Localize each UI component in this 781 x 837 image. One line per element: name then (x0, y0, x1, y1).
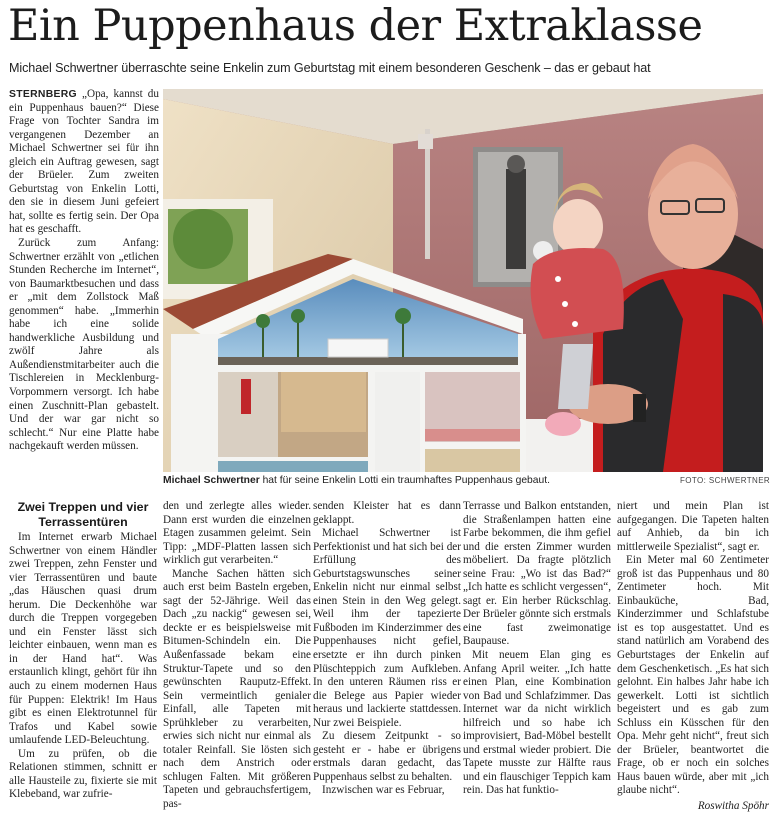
body-column-4 (463, 500, 611, 798)
paragraph: Um zu prüfen, ob die Relationen stimmen, schnitt er alle Hausteile zu, fixierte sie mit Klebeband, war zufrie- (9, 747, 157, 801)
photo-credit: FOTO: SCHWERTNER (680, 476, 771, 485)
paragraph: Im Internet erwarb Michael Schwertner von einem Händler zwei Treppen, zehn Fenster und vier Terrassentüren und baute „das Häuschen quasi drum herum. Die Deckenhöhe war durch die Treppen vorgegeben und ein Fenster lässt sich leichter einbauen, wenn man es in der Hand hat“. Was erstaunlich klingt, gehört für ihn auch zu einem modernen Haus für Puppen: Elektrik! Im Haus gibt es einen Elektrotunnel für Trafos und Kabel sowie umlaufende LED-Beleuchtung. (9, 531, 157, 747)
paragraph: senden Kleister hat es dann geklappt. (313, 500, 461, 526)
caption-name: Michael Schwertner (163, 475, 260, 486)
intro-paragraph-1: STERNBERG „Opa, kannst du ein Puppenhaus bauen?“ Diese Frage von Tochter Sandra im vergangenen Dezember an Michael Schwertner sei für ihn gleich ein Auftrag gewesen, sagt der Brüeler. Zum zweiten Geburtstag von Enkelin Lotti, den sie in diesem Juni gefeiert hat, sollte es fertig sein. Der Opa hat es geschafft. (9, 88, 159, 236)
paragraph: Michael Schwertner ist Perfektionist und hat sich bei der Erfüllung des Geburtstagswunsches seiner Enkelin nicht nur einmal selbst einen Stein in den Weg gelegt. Weil ihm der tapezierte Fußboden im Kinderzimmer des Puppenhauses nicht gefiel, ersetzte er ihn durch pinken Plüschteppich zum Aufkleben. In den unteren Räumen riss er die Belege aus Papier wieder heraus und lackierte stattdessen. Nur zwei Beispiele. (313, 527, 461, 729)
body-column-1 (9, 531, 157, 802)
photo-dollhouse-grandfather (163, 89, 763, 472)
headline: Ein Puppenhaus der Extraklasse (8, 1, 703, 51)
paragraph: Mit neuem Elan ging es Anfang April weiter. „Ich hatte einen Plan, eine Kombination von Bad und Schlafzimmer. Das Internet war da nicht wirklich hilfreich und so habe ich improvisiert, Bad-Möbel bestellt und erstmal wieder probiert. Die Tapete musste zur Hälfte raus und ein flauschiger Teppich kam rein. Das hat funktio- (463, 649, 611, 797)
body-column-5 (617, 500, 769, 814)
intro-paragraph-2: Zurück zum Anfang: Schwertner erzählt von „etlichen Stunden Recherche im Internet“, von Baumarktbesuchen und dass er „mit dem Zollstock Maß genommen“ habe. „Immerhin habe ich eine solide handwerkliche Ausbildung und zwölf Jahre als Außendienstmitarbeiter auch die Tischlereien in Mecklenburg-Vorpommern versorgt. Ich habe einen Zuschnitt-Plan gebastelt. Und der war gar nicht so schlecht.“ Nur eine Platte habe nachgekauft werden müssen. (9, 237, 159, 453)
body-column-2 (163, 500, 311, 812)
paragraph: Terrasse und Balkon entstanden, die Straßenlampen hatten eine Farbe bekommen, die ihm gefiel und die ersten Zimmer wurden möbeliert. Da fragte plötzlich seine Frau: „Wo ist das Bad?“ „Ich hatte es schlicht vergessen“, sagt er. Ein herber Rückschlag. Der Brüeler gönnte sich erstmals eine fast zweimonatige Baupause. (463, 500, 611, 648)
paragraph: niert und mein Plan ist aufgegangen. Die Tapeten halten auf Anhieb, da bin ich mittlerweile Spezialist“, sagt er. (617, 500, 769, 553)
photo-caption (163, 474, 603, 488)
paragraph: Ein Meter mal 60 Zentimeter groß ist das Puppenhaus und 80 Zentimeter hoch. Mit Einbauküche, Bad, Kinderzimmer und Schlafstube ist es top ausgestattet. Und es stand natürlich am Vorabend des Geburtstages der Enkelin auf dem Geschenketisch. „Es hat sich gelohnt. Ein halbes Jahr habe ich gewerkelt. Lotti ist sichtlich begeistert und es gab zum Schluss ein Küsschen für den Opa. Mehr geht nicht“, freut sich der Brüeler, beantwortet die Frage, ob er noch ein solches Haus bauen würde, aber mit „ich glaube nicht“. (617, 554, 769, 797)
paragraph: Inzwischen war es Februar, (322, 784, 445, 797)
author-byline: Roswitha Spöhr (697, 800, 769, 813)
subheadline: Michael Schwertner überraschte seine Enkelin zum Geburtstag mit einem besonderen Geschenk – das er gebaut hat (9, 61, 651, 75)
dateline: STERNBERG (9, 89, 77, 100)
paragraph: Zu diesem Zeitpunkt - so gesteht er - habe er übrigens erstmals daran gedacht, das Puppenhaus selbst zu behalten. (313, 730, 461, 783)
paragraph: den und zerlegte alles wieder. Dann erst wurden die einzelnen Etagen zusammen geleimt. Sein Tipp: „MDF-Platten lassen sich wirklich gut verarbeiten.“ (163, 500, 311, 567)
paragraph: Manche Sachen hätten sich auch erst beim Basteln ergeben, sagt der 52-Jährige. Weil das Dach „zu nackig“ gewesen sei, deckte er es beispielsweise mit Bitumen-Schindeln ein. Die Außenfassade bekam eine Struktur-Tapete und so den gewünschten Rauputz-Effekt. Sein vermeintlich genialer Einfall, alle Tapeten mit Sprühkleber zu verarbeiten, erwies sich nicht nur einmal als totaler Reinfall. Sie lösten sich nach dem Anstrich oder schlugen Falten. Mit größeren Tapeten und gebrauchsfertigem, pas- (163, 567, 311, 811)
body-column-3 (313, 500, 461, 798)
caption-text: hat für seine Enkelin Lotti ein traumhaftes Puppenhaus gebaut. (259, 475, 550, 486)
article-photo (163, 89, 763, 472)
intro-column (9, 88, 159, 454)
section-title: Zwei Treppen und vier Terrassentüren (17, 500, 149, 529)
